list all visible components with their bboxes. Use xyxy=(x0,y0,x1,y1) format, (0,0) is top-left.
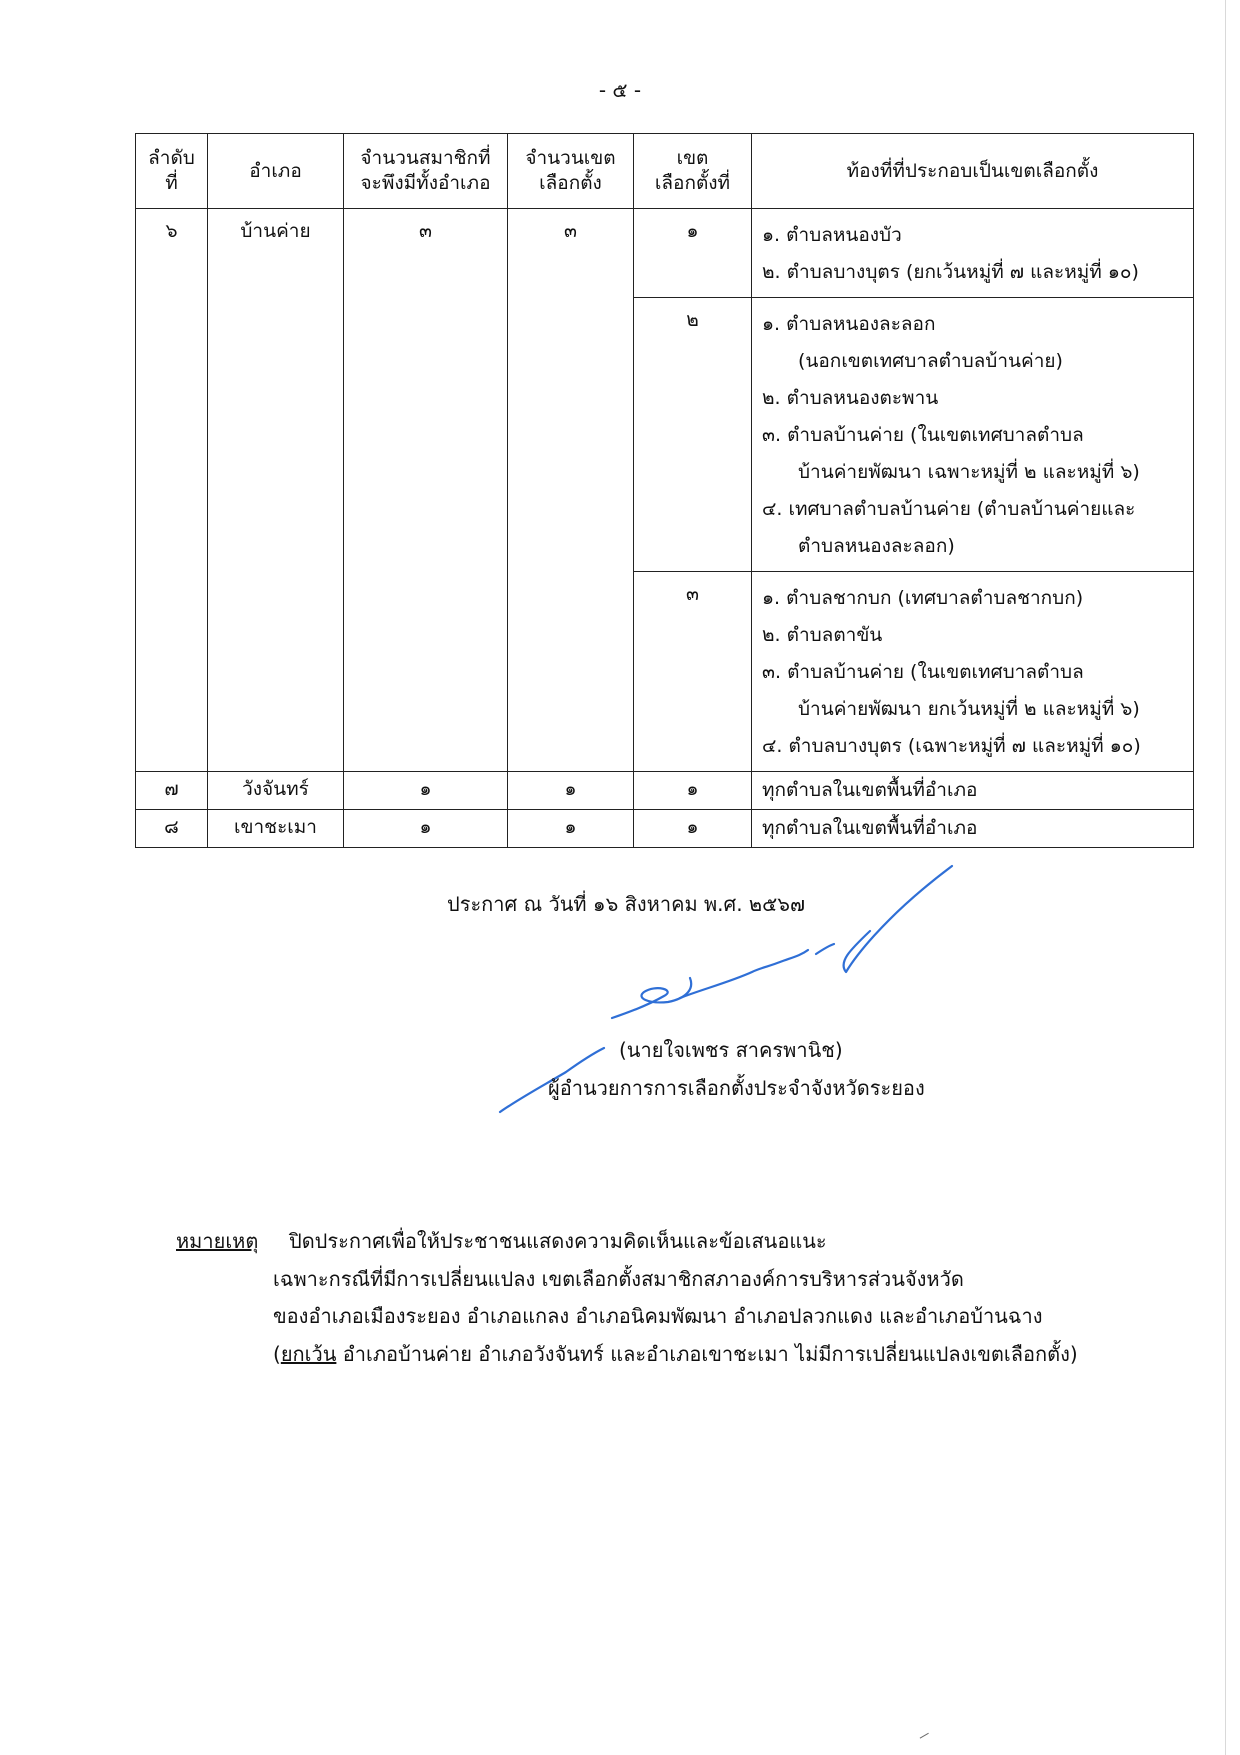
header-members xyxy=(344,134,508,209)
constituency-table xyxy=(135,133,1194,848)
table-row xyxy=(136,209,1194,298)
area-line: บ้านค่ายพัฒนา ยกเว้นหมู่ที่ ๒ และหมู่ที่ ๖) xyxy=(798,698,1140,720)
cell-members: ๑ xyxy=(344,810,508,848)
table-row xyxy=(136,810,1194,848)
area-line: ทุกตำบลในเขตพื้นที่อำเภอ xyxy=(762,779,978,801)
cell-constituency-count: ๓ xyxy=(508,209,634,772)
header-order xyxy=(136,134,208,209)
area-line: ๑. ตำบลหนองบัว xyxy=(762,224,902,246)
cell-areas xyxy=(752,572,1194,772)
cell-district: บ้านค่าย xyxy=(208,209,344,772)
area-line: บ้านค่ายพัฒนา เฉพาะหมู่ที่ ๒ และหมู่ที่ ๖) xyxy=(798,461,1140,483)
remark-exception-text: อำเภอบ้านค่าย อำเภอวังจันทร์ และอำเภอเขาชะเมา ไม่มีการเปลี่ยนแปลงเขตเลือกตั้ง) xyxy=(336,1342,1078,1366)
scan-mark xyxy=(920,1733,931,1741)
header-constituency-no-line2: เลือกตั้งที่ xyxy=(654,172,731,194)
area-line: ๓. ตำบลบ้านค่าย (ในเขตเทศบาลตำบล xyxy=(762,424,1084,446)
header-constituency-no-line1: เขต xyxy=(676,147,709,170)
header-constituency-count-line1: จำนวนเขต xyxy=(525,147,616,170)
page-number: - ๕ - xyxy=(598,78,642,102)
area-line: ๒. ตำบลบางบุตร (ยกเว้นหมู่ที่ ๗ และหมู่ที่ ๑๐) xyxy=(762,261,1139,283)
remark-line: ปิดประกาศเพื่อให้ประชาชนแสดงความคิดเห็นและข้อเสนอแนะ xyxy=(289,1229,827,1253)
cell-constituency-no: ๓ xyxy=(634,572,752,772)
header-constituency-count-line2: เลือกตั้ง xyxy=(539,172,602,194)
header-order-line2: ที่ xyxy=(165,172,178,194)
area-line: ๔. เทศบาลตำบลบ้านค่าย (ตำบลบ้านค่ายและ xyxy=(762,498,1136,520)
area-line: ๔. ตำบลบางบุตร (เฉพาะหมู่ที่ ๗ และหมู่ที่ ๑๐) xyxy=(762,735,1141,757)
announcement-date: ประกาศ ณ วันที่ ๑๖ สิงหาคม พ.ศ. ๒๕๖๗ xyxy=(447,892,805,916)
area-line: ๓. ตำบลบ้านค่าย (ในเขตเทศบาลตำบล xyxy=(762,661,1084,683)
cell-constituency-no: ๒ xyxy=(634,298,752,572)
area-line: ๑. ตำบลชากบก (เทศบาลตำบลชากบก) xyxy=(762,587,1084,609)
remark-label: หมายเหตุ xyxy=(176,1229,259,1253)
cell-order: ๗ xyxy=(136,772,208,810)
remark-line: ของอำเภอเมืองระยอง อำเภอแกลง อำเภอนิคมพัฒนา อำเภอปลวกแดง และอำเภอบ้านฉาง xyxy=(273,1304,1043,1328)
signer-name: (นายใจเพชร สาครพานิช) xyxy=(619,1038,843,1062)
cell-members: ๑ xyxy=(344,772,508,810)
cell-constituency-no: ๑ xyxy=(634,772,752,810)
area-line: ตำบลหนองละลอก) xyxy=(798,535,955,557)
area-line: ๒. ตำบลหนองตะพาน xyxy=(762,387,939,409)
header-members-line2: จะพึงมีทั้งอำเภอ xyxy=(360,172,491,194)
cell-constituency-no: ๑ xyxy=(634,209,752,298)
cell-district: เขาชะเมา xyxy=(208,810,344,848)
remark-exception-label: ยกเว้น xyxy=(280,1342,337,1366)
signature-stroke xyxy=(843,866,952,972)
cell-areas xyxy=(752,772,1194,810)
cell-members: ๓ xyxy=(344,209,508,772)
signature-stroke xyxy=(612,978,691,1018)
area-line: ๒. ตำบลตาขัน xyxy=(762,624,883,646)
signer-title: ผู้อำนวยการการเลือกตั้งประจำจังหวัดระยอง xyxy=(548,1076,925,1100)
cell-district: วังจันทร์ xyxy=(208,772,344,810)
header-order-line1: ลำดับ xyxy=(148,147,195,170)
area-line: (นอกเขตเทศบาลตำบลบ้านค่าย) xyxy=(798,350,1063,372)
signature-strokes xyxy=(500,866,952,1112)
cell-constituency-no: ๑ xyxy=(634,810,752,848)
signature-stroke xyxy=(680,950,808,998)
cell-areas xyxy=(752,810,1194,848)
area-line: ๑. ตำบลหนองละลอก xyxy=(762,313,936,335)
remark-line: (ยกเว้น อำเภอบ้านค่าย อำเภอวังจันทร์ และอำเภอเขาชะเมา ไม่มีการเปลี่ยนแปลงเขตเลือกตั้ง) xyxy=(273,1342,1078,1366)
header-constituency-count xyxy=(508,134,634,209)
cell-order: ๖ xyxy=(136,209,208,772)
signature-stroke xyxy=(500,1048,604,1112)
signature-stroke xyxy=(816,944,834,954)
scan-edge-line xyxy=(1225,0,1226,1755)
header-areas: ท้องที่ที่ประกอบเป็นเขตเลือกตั้ง xyxy=(752,134,1194,209)
cell-constituency-count: ๑ xyxy=(508,810,634,848)
table-header-row xyxy=(136,134,1194,209)
header-constituency-no xyxy=(634,134,752,209)
area-line: ทุกตำบลในเขตพื้นที่อำเภอ xyxy=(762,817,978,839)
cell-constituency-count: ๑ xyxy=(508,772,634,810)
header-district: อำเภอ xyxy=(208,134,344,209)
header-members-line1: จำนวนสมาชิกที่ xyxy=(360,147,491,170)
table-row xyxy=(136,772,1194,810)
cell-areas xyxy=(752,209,1194,298)
cell-order: ๘ xyxy=(136,810,208,848)
remark-line: เฉพาะกรณีที่มีการเปลี่ยนแปลง เขตเลือกตั้งสมาชิกสภาองค์การบริหารส่วนจังหวัด xyxy=(273,1267,964,1291)
cell-areas xyxy=(752,298,1194,572)
